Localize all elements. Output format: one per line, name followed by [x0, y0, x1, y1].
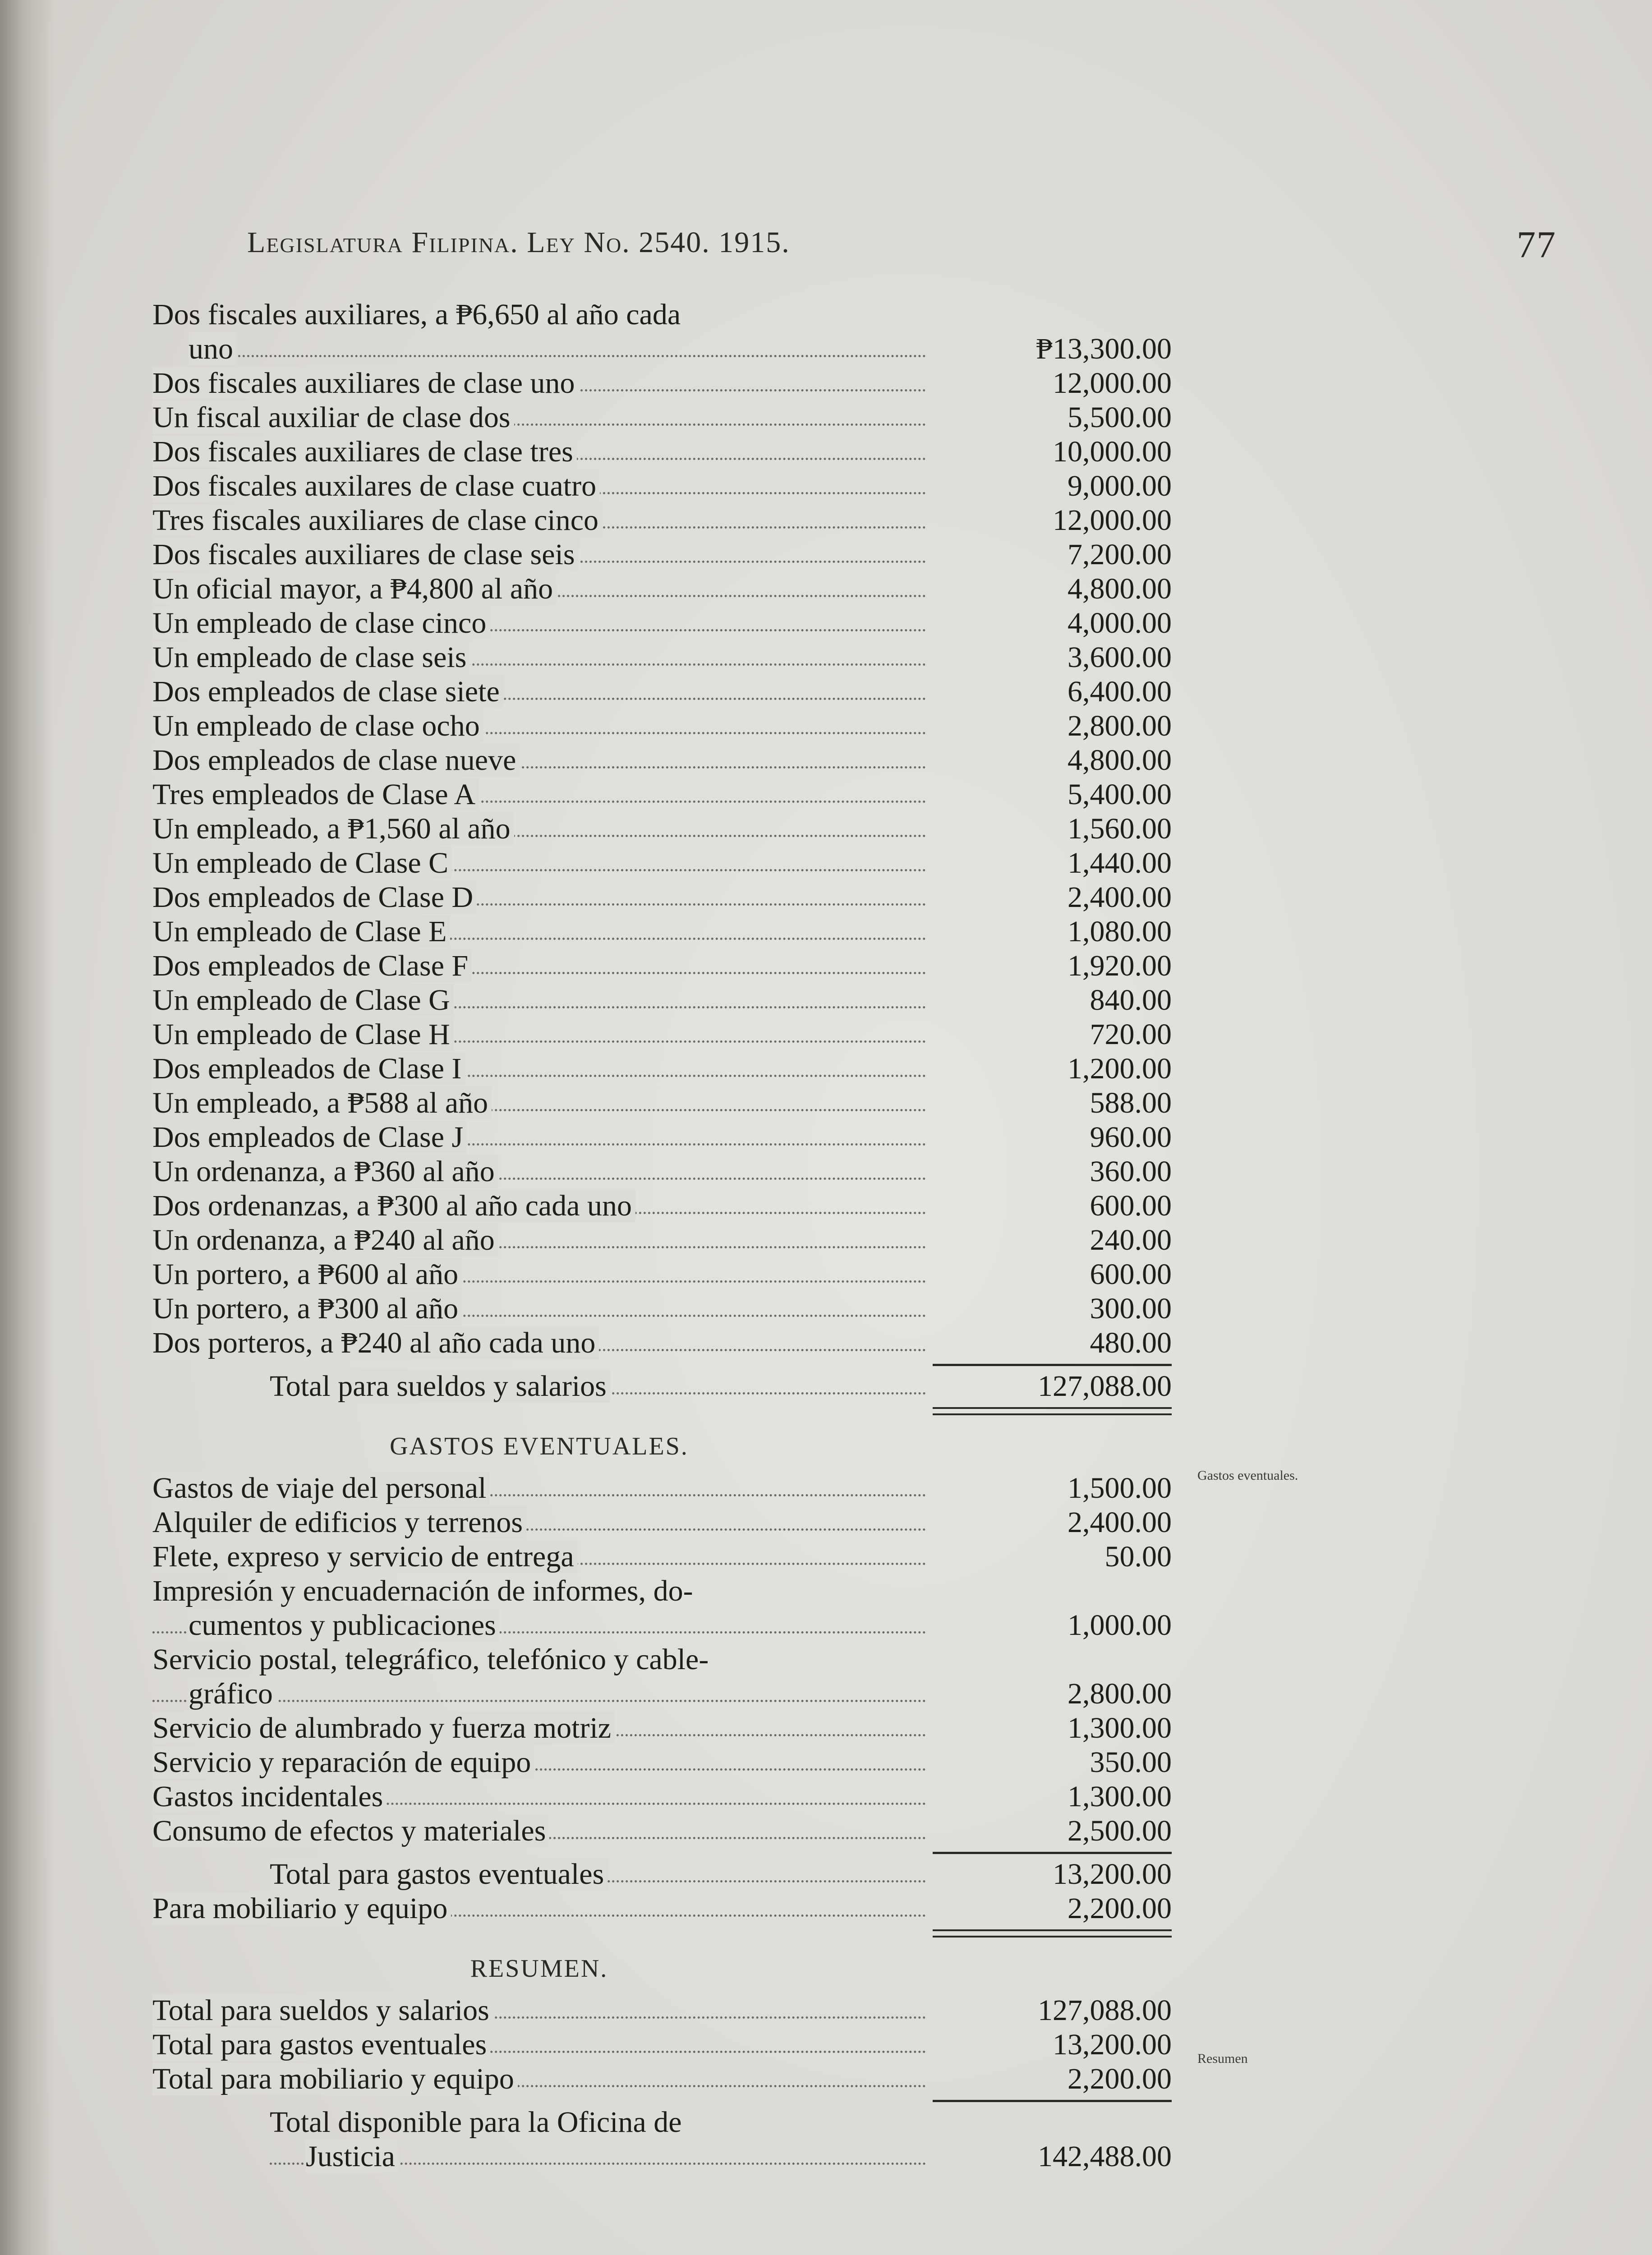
item-amount: 480.00 — [1090, 1326, 1172, 1359]
item-label: Servicio de alumbrado y fuerza motriz — [152, 1712, 615, 1744]
item-label: Un empleado de clase ocho — [152, 709, 483, 742]
item-label-line1: Impresión y encuadernación de informes, do- — [152, 1574, 693, 1607]
item-label: Total para sueldos y salarios — [152, 1994, 493, 2027]
list-item — [152, 1052, 1172, 1086]
mobiliario-label: Para mobiliario y equipo — [152, 1892, 451, 1925]
list-item — [152, 709, 1172, 743]
list-item — [152, 640, 1172, 675]
item-amount: 600.00 — [1090, 1258, 1172, 1291]
item-amount: 9,000.00 — [1068, 469, 1172, 502]
salaries-total-row — [152, 1369, 1172, 1404]
list-item — [152, 1505, 1172, 1540]
item-label: Consumo de efectos y materiales — [152, 1814, 549, 1847]
item-amount: 1,200.00 — [1068, 1052, 1172, 1085]
item-label: Dos empleados de Clase J — [152, 1121, 467, 1154]
list-item — [152, 1574, 1172, 1643]
subtotal-rule — [152, 1360, 1172, 1369]
item-amount: 960.00 — [1090, 1121, 1172, 1154]
final-total-row — [152, 2105, 1172, 2174]
list-item — [152, 1257, 1172, 1292]
list-item — [152, 812, 1172, 846]
item-label: Dos empleados de Clase D — [152, 881, 477, 914]
item-label: Un empleado de Clase G — [152, 984, 454, 1017]
item-amount: 300.00 — [1090, 1292, 1172, 1325]
list-item — [152, 743, 1172, 778]
item-label: Gastos incidentales — [152, 1780, 387, 1813]
item-amount: ₱13,300.00 — [1036, 332, 1172, 365]
appropriation-table — [152, 298, 1172, 2174]
list-item — [152, 1643, 1172, 1711]
list-item — [152, 332, 1172, 366]
item-amount: 13,200.00 — [1053, 2028, 1172, 2061]
item-amount: 1,440.00 — [1068, 847, 1172, 879]
final-total-label-line1: Total disponible para la Oficina de — [270, 2106, 682, 2139]
resumen-heading: RESUMEN. — [470, 1955, 608, 1983]
item-label: Flete, expreso y servicio de entrega — [152, 1540, 578, 1573]
item-amount: 1,080.00 — [1068, 915, 1172, 948]
list-item — [152, 1120, 1172, 1155]
final-total-amount: 142,488.00 — [1038, 2140, 1172, 2173]
item-amount: 1,000.00 — [1068, 1609, 1172, 1642]
list-item — [152, 1292, 1172, 1326]
list-item — [152, 1223, 1172, 1257]
item-label: Tres empleados de Clase A — [152, 778, 479, 811]
list-item — [152, 915, 1172, 949]
item-amount: 2,800.00 — [1068, 709, 1172, 742]
list-item — [152, 1155, 1172, 1189]
margin-note-resumen: Resumen — [1197, 2051, 1248, 2066]
list-item — [152, 606, 1172, 640]
eventuales-total-row — [152, 1857, 1172, 1891]
item-amount: 5,400.00 — [1068, 778, 1172, 811]
total-double-rule — [152, 1926, 1172, 1944]
running-title: Legislatura Filipina. Ley No. 2540. 1915. — [247, 226, 790, 259]
item-label: Dos fiscales auxiliares de clase tres — [152, 435, 577, 468]
item-label: Total para mobiliario y equipo — [152, 2062, 518, 2095]
item-label: Dos empleados de clase siete — [152, 675, 503, 708]
item-amount: 50.00 — [1104, 1540, 1172, 1573]
item-label: Un ordenanza, a ₱240 al año — [152, 1224, 498, 1256]
item-amount: 5,500.00 — [1068, 401, 1172, 434]
item-amount: 240.00 — [1090, 1224, 1172, 1256]
item-label: Tres fiscales auxiliares de clase cinco — [152, 504, 602, 537]
item-amount: 127,088.00 — [1038, 1994, 1172, 2027]
item-amount: 12,000.00 — [1053, 367, 1172, 400]
item-label: Un portero, a ₱600 al año — [152, 1258, 462, 1291]
item-amount: 360.00 — [1090, 1155, 1172, 1188]
list-item — [152, 1189, 1172, 1223]
item-label: Gastos de viaje del personal — [152, 1472, 490, 1505]
eventuales-total-label: Total para gastos eventuales — [270, 1858, 607, 1891]
item-label-line1: Servicio postal, telegráfico, telefónico y cable- — [152, 1643, 709, 1676]
page-number: 77 — [1517, 224, 1556, 266]
resumen-list — [152, 1993, 1172, 2096]
item-label: Un empleado de clase seis — [152, 641, 470, 674]
list-item — [152, 572, 1172, 606]
item-amount: 1,500.00 — [1068, 1472, 1172, 1505]
list-item — [152, 1326, 1172, 1360]
eventuales-heading: GASTOS EVENTUALES. — [390, 1432, 689, 1460]
item-label: Dos empleados de Clase F — [152, 949, 472, 982]
running-head — [247, 226, 1555, 275]
item-amount: 4,800.00 — [1068, 572, 1172, 605]
item-label: Total para gastos eventuales — [152, 2028, 490, 2061]
item-label: Dos fiscales auxilares de clase cuatro — [152, 469, 600, 502]
item-amount: 3,600.00 — [1068, 641, 1172, 674]
item-amount: 2,800.00 — [1068, 1677, 1172, 1710]
item-amount: 10,000.00 — [1053, 435, 1172, 468]
item-label: Dos empleados de clase nueve — [152, 744, 520, 777]
list-item — [152, 1086, 1172, 1120]
list-item — [152, 846, 1172, 880]
list-item — [152, 1711, 1172, 1745]
item-label: Un oficial mayor, a ₱4,800 al año — [152, 572, 557, 605]
list-item — [152, 1540, 1172, 1574]
item-label: Dos fiscales auxiliares de clase uno — [152, 367, 579, 400]
item-label: uno — [189, 332, 237, 365]
item-amount: 1,300.00 — [1068, 1712, 1172, 1744]
eventuales-list — [152, 1471, 1172, 1848]
salaries-total-label: Total para sueldos y salarios — [270, 1370, 610, 1403]
item-amount: 2,500.00 — [1068, 1814, 1172, 1847]
item-amount: 588.00 — [1090, 1086, 1172, 1119]
item-label: Un empleado de Clase E — [152, 915, 450, 948]
item-label: Un empleado de clase cinco — [152, 607, 490, 640]
mobiliario-amount: 2,200.00 — [1068, 1892, 1172, 1925]
list-item — [152, 400, 1172, 435]
list-item — [152, 1745, 1172, 1780]
list-item — [152, 366, 1172, 400]
item-amount: 1,300.00 — [1068, 1780, 1172, 1813]
list-item — [152, 435, 1172, 469]
item-amount: 6,400.00 — [1068, 675, 1172, 708]
margin-note-eventuales: Gastos eventuales. — [1197, 1468, 1298, 1483]
item-label: Un empleado de Clase C — [152, 847, 452, 879]
mobiliario-row — [152, 1891, 1172, 1926]
salaries-first-line: Dos fiscales auxiliares, a ₱6,650 al año cada — [152, 298, 681, 331]
item-amount: 1,920.00 — [1068, 949, 1172, 982]
list-item — [152, 949, 1172, 983]
item-amount: 2,400.00 — [1068, 881, 1172, 914]
item-label-line2: gráfico — [189, 1677, 276, 1710]
item-label: Alquiler de edificios y terrenos — [152, 1506, 526, 1539]
item-amount: 4,800.00 — [1068, 744, 1172, 777]
book-spine-shadow — [0, 0, 54, 2255]
list-item — [152, 2028, 1172, 2062]
list-item — [152, 675, 1172, 709]
item-label: Un empleado, a ₱588 al año — [152, 1086, 492, 1119]
list-item — [152, 1814, 1172, 1848]
item-label: Un empleado de Clase H — [152, 1018, 454, 1051]
list-item — [152, 538, 1172, 572]
final-total-label-line2: Justicia — [306, 2140, 399, 2173]
list-item — [152, 1017, 1172, 1052]
item-label: Un fiscal auxiliar de clase dos — [152, 401, 514, 434]
subtotal-rule — [152, 2096, 1172, 2105]
list-item — [152, 1993, 1172, 2028]
item-amount: 12,000.00 — [1053, 504, 1172, 537]
salaries-total-amount: 127,088.00 — [1038, 1370, 1172, 1403]
item-amount: 350.00 — [1090, 1746, 1172, 1779]
item-label: Dos porteros, a ₱240 al año cada uno — [152, 1326, 599, 1359]
salaries-list — [152, 332, 1172, 1360]
item-label: Servicio y reparación de equipo — [152, 1746, 534, 1779]
item-amount: 2,400.00 — [1068, 1506, 1172, 1539]
eventuales-total-amount: 13,200.00 — [1053, 1858, 1172, 1891]
list-item — [152, 469, 1172, 503]
item-label: Un empleado, a ₱1,560 al año — [152, 812, 514, 845]
list-item — [152, 880, 1172, 915]
list-item — [152, 778, 1172, 812]
item-label: Dos fiscales auxiliares de clase seis — [152, 538, 579, 571]
item-label: Dos empleados de Clase I — [152, 1052, 465, 1085]
list-item — [152, 1471, 1172, 1505]
item-amount: 720.00 — [1090, 1018, 1172, 1051]
item-amount: 2,200.00 — [1068, 2062, 1172, 2095]
total-double-rule — [152, 1404, 1172, 1422]
item-amount: 840.00 — [1090, 984, 1172, 1017]
item-amount: 4,000.00 — [1068, 607, 1172, 640]
subtotal-rule — [152, 1848, 1172, 1857]
item-label: Un portero, a ₱300 al año — [152, 1292, 462, 1325]
item-label: Un ordenanza, a ₱360 al año — [152, 1155, 498, 1188]
item-amount: 600.00 — [1090, 1189, 1172, 1222]
list-item — [152, 2062, 1172, 2096]
list-item — [152, 983, 1172, 1017]
item-label-line2: cumentos y publicaciones — [189, 1609, 500, 1642]
item-amount: 7,200.00 — [1068, 538, 1172, 571]
item-label: Dos ordenanzas, a ₱300 al año cada uno — [152, 1189, 635, 1222]
list-item — [152, 503, 1172, 538]
item-amount: 1,560.00 — [1068, 812, 1172, 845]
list-item — [152, 1780, 1172, 1814]
